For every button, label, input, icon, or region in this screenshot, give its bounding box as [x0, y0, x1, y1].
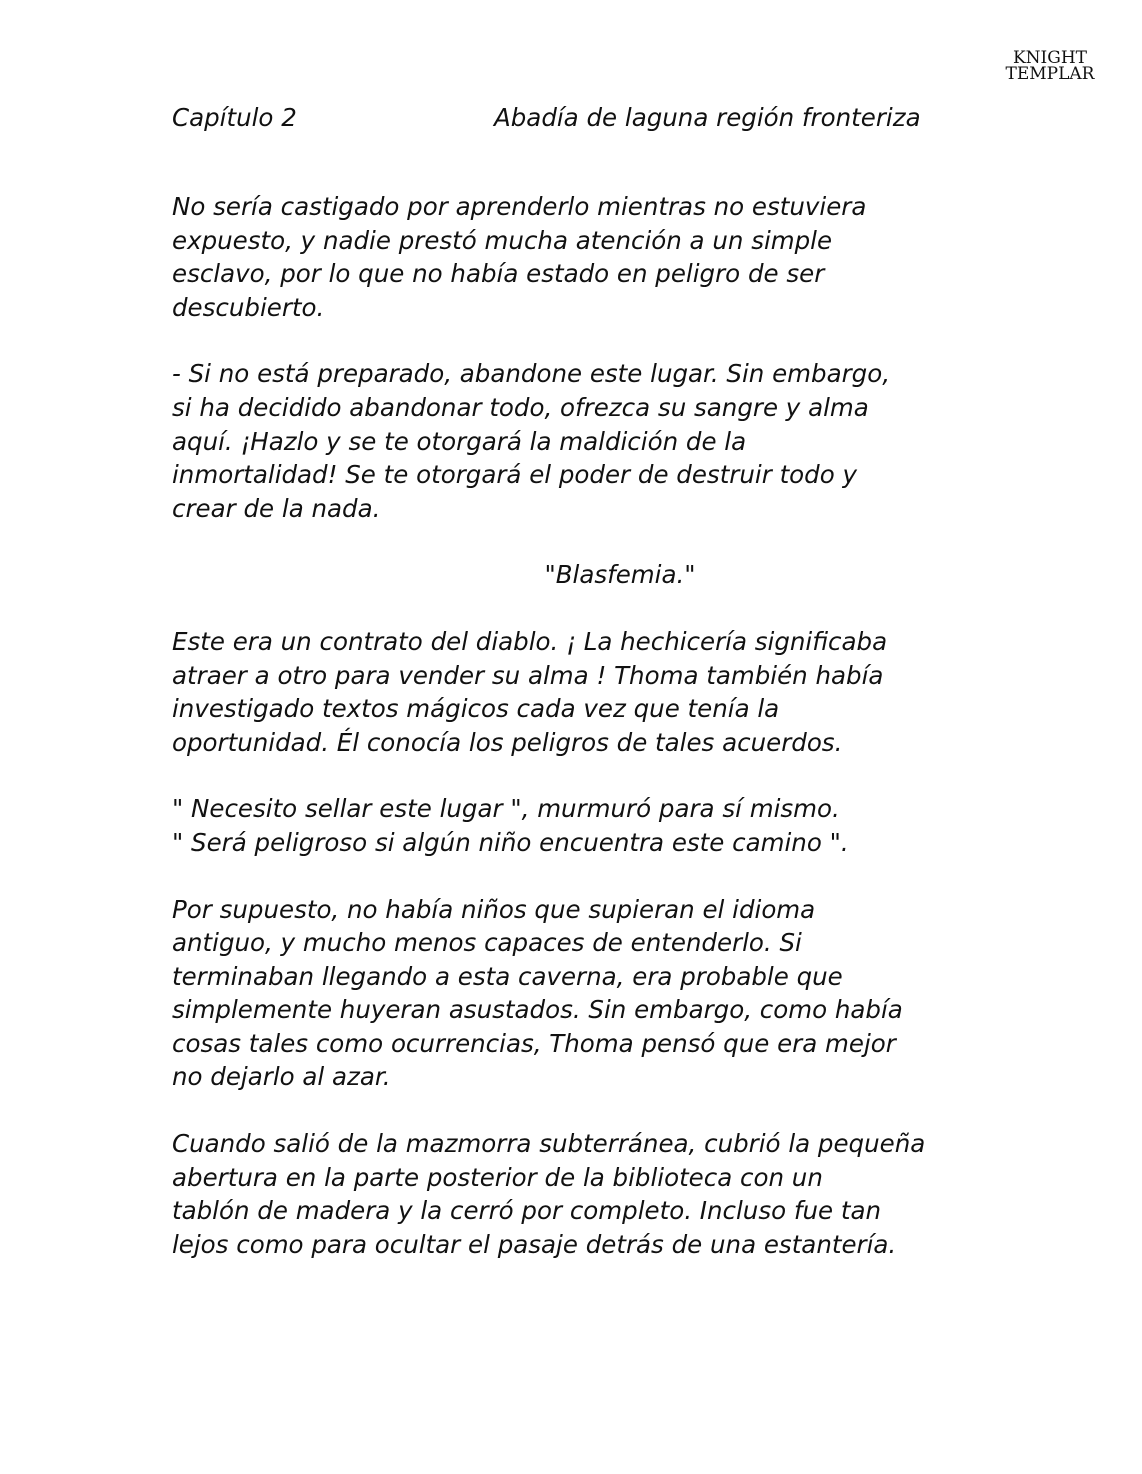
paragraph-7: Cuando salió de la mazmorra subterránea, cubrió la pequeña abertura en la parte posterior de la biblioteca con un tablón de madera y la cerró por completo. Incluso fue tan lejos como para ocultar el pasaje detrás de una estantería. — [172, 1129, 926, 1259]
chapter-location: Abadía de laguna región fronteriza — [494, 103, 921, 133]
logo-line-1: KNIGHT — [1012, 48, 1088, 68]
paragraph-3-quote: "Blasfemia." — [544, 560, 696, 590]
paragraph-4: Este era un contrato del diablo. ¡ La hechicería significaba atraer a otro para vender su alma ! Thoma también había investigado textos mágicos cada vez que tenía la oportunidad. Él conocía los peligros de tales acuerdos. — [172, 626, 888, 757]
logo-line-2: TEMPLAR — [1005, 64, 1095, 84]
document-page — [172, 98, 982, 1261]
paragraph-6: Por supuesto, no había niños que supieran el idioma antiguo, y mucho menos capaces de entenderlo. Si terminaban llegando a esta caverna, era probable que simplemente huyeran asustados. Sin embargo, como había cosas tales como ocurrencias, Thoma pensó que era mejor no dejarlo al azar. — [172, 894, 903, 1092]
knight-templar-logo — [1000, 50, 1100, 82]
paragraph-2: - Si no está preparado, abandone este lugar. Sin embargo, si ha decidido abandonar todo, ofrezca su sangre y alma aquí. ¡Hazlo y se te otorgará la maldición de la inmortalidad! Se te otorgará el poder de destruir todo y crear de la nada. — [172, 359, 891, 523]
chapter-number: Capítulo 2 — [172, 103, 297, 133]
chapter-header — [172, 98, 982, 138]
paragraph-1: No sería castigado por aprenderlo mientras no estuviera expuesto, y nadie prestó mucha atención a un simple esclavo, por lo que no había estado en peligro de ser descubierto. — [172, 192, 867, 322]
paragraph-5-dialogue: " Necesito sellar este lugar ", murmuró para sí mismo. " Será peligroso si algún niño encuentra este camino ". — [172, 794, 849, 857]
